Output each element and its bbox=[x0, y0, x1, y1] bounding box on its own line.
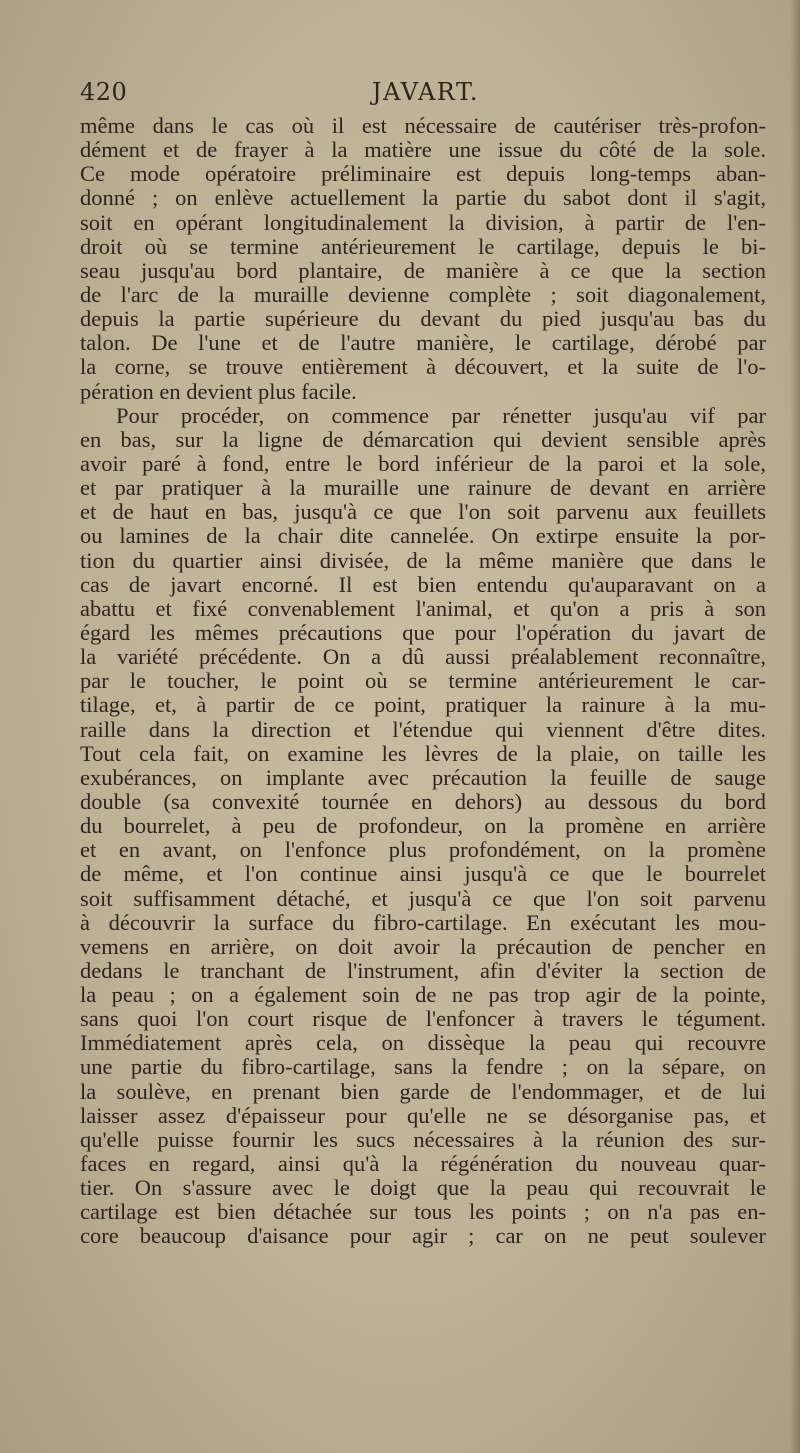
text-line: la variété précédente. On a dû aussi préalablement reconnaître, bbox=[80, 645, 766, 670]
text-line: raille dans la direction et l'étendue qui viennent d'être dites. bbox=[80, 717, 766, 742]
text-line: faces en regard, ainsi qu'à la régénération du nouveau quar- bbox=[80, 1152, 766, 1177]
text-line: et en avant, on l'enfonce plus profondément, on la promène bbox=[80, 838, 766, 863]
text-line: cas de javart encorné. Il est bien entendu qu'auparavant on a bbox=[80, 572, 766, 597]
text-line: soit suffisamment détaché, et jusqu'à ce que l'on soit parvenu bbox=[80, 886, 766, 911]
paragraph-end-line: pération en devient plus facile. bbox=[80, 379, 357, 404]
text-line: en bas, sur la ligne de démarcation qui devient sensible après bbox=[80, 427, 766, 452]
text-line: donné ; on enlève actuellement la partie du sabot dont il s'agit, bbox=[80, 186, 766, 211]
page-edge-shadow bbox=[790, 0, 800, 1453]
text-line: de l'arc de la muraille devienne complète ; soit diagonalement, bbox=[80, 282, 766, 307]
text-line: core beaucoup d'aisance pour agir ; car on ne peut soulever bbox=[80, 1224, 766, 1249]
text-line: Tout cela fait, on examine les lèvres de la plaie, on taille les bbox=[80, 741, 766, 766]
text-line: avoir paré à fond, entre le bord inférieur de la paroi et la sole, bbox=[80, 451, 766, 476]
text-line: la peau ; on a également soin de ne pas trop agir de la pointe, bbox=[80, 983, 766, 1008]
text-line: ou lamines de la chair dite cannelée. On extirpe ensuite la por- bbox=[80, 524, 766, 549]
text-line: par le toucher, le point où se termine antérieurement le car- bbox=[80, 669, 766, 694]
page-number: 420 bbox=[80, 78, 128, 106]
text-line: du bourrelet, à peu de profondeur, on la promène en arrière bbox=[80, 814, 766, 839]
text-line: de même, et l'on continue ainsi jusqu'à ce que le bourrelet bbox=[80, 862, 766, 887]
text-line: et par pratiquer à la muraille une rainure de devant en arrière bbox=[80, 476, 766, 501]
body-text bbox=[80, 114, 766, 1249]
text-line: tier. On s'assure avec le doigt que la peau qui recouvrait le bbox=[80, 1176, 766, 1201]
text-line: double (sa convexité tournée en dehors) au dessous du bord bbox=[80, 789, 766, 814]
text-line: la soulève, en prenant bien garde de l'endommager, et de lui bbox=[80, 1079, 766, 1104]
text-line: Immédiatement après cela, on dissèque la peau qui recouvre bbox=[80, 1031, 766, 1056]
text-line: tion du quartier ainsi divisée, de la même manière que dans le bbox=[80, 548, 766, 573]
text-line: seau jusqu'au bord plantaire, de manière à ce que la section bbox=[80, 258, 766, 283]
text-line: à découvrir la surface du fibro-cartilage. En exécutant les mou- bbox=[80, 910, 766, 935]
text-line: laisser assez d'épaisseur pour qu'elle ne se désorganise pas, et bbox=[80, 1103, 766, 1128]
text-line: exubérances, on implante avec précaution la feuille de sauge bbox=[80, 765, 766, 790]
text-line: vemens en arrière, on doit avoir la précaution de pencher en bbox=[80, 934, 766, 959]
text-line: soit en opérant longitudinalement la division, à partir de l'en- bbox=[80, 210, 766, 235]
text-line: dément et de frayer à la matière une issue du côté de la sole. bbox=[80, 138, 766, 163]
text-line: droit où se termine antérieurement le cartilage, depuis le bi- bbox=[80, 234, 766, 259]
text-line: la corne, se trouve entièrement à découvert, et la suite de l'o- bbox=[80, 355, 766, 380]
text-line: et de haut en bas, jusqu'à ce que l'on soit parvenu aux feuillets bbox=[80, 500, 766, 525]
text-line: dedans le tranchant de l'instrument, afin d'éviter la section de bbox=[80, 958, 766, 983]
text-line: talon. De l'une et de l'autre manière, le cartilage, dérobé par bbox=[80, 331, 766, 356]
text-line: même dans le cas où il est nécessaire de cautériser très-profon- bbox=[80, 114, 766, 138]
text-line: Ce mode opératoire préliminaire est depuis long-temps aban- bbox=[80, 162, 766, 187]
page-header bbox=[80, 78, 760, 110]
text-line: depuis la partie supérieure du devant du pied jusqu'au bas du bbox=[80, 307, 766, 332]
paragraph-start-line: Pour procéder, on commence par rénetter jusqu'au vif par bbox=[116, 403, 766, 428]
running-title: JAVART. bbox=[372, 78, 480, 106]
text-line: abattu et fixé convenablement l'animal, et qu'on a pris à son bbox=[80, 596, 766, 621]
text-line: sans quoi l'on court risque de l'enfoncer à travers le tégument. bbox=[80, 1007, 766, 1032]
text-line: cartilage est bien détachée sur tous les points ; on n'a pas en- bbox=[80, 1200, 766, 1225]
text-line: tilage, et, à partir de ce point, pratiquer la rainure à la mu- bbox=[80, 693, 766, 718]
text-line: une partie du fibro-cartilage, sans la fendre ; on la sépare, on bbox=[80, 1055, 766, 1080]
text-line: qu'elle puisse fournir les sucs nécessaires à la réunion des sur- bbox=[80, 1127, 766, 1152]
text-line: égard les mêmes précautions que pour l'opération du javart de bbox=[80, 620, 766, 645]
